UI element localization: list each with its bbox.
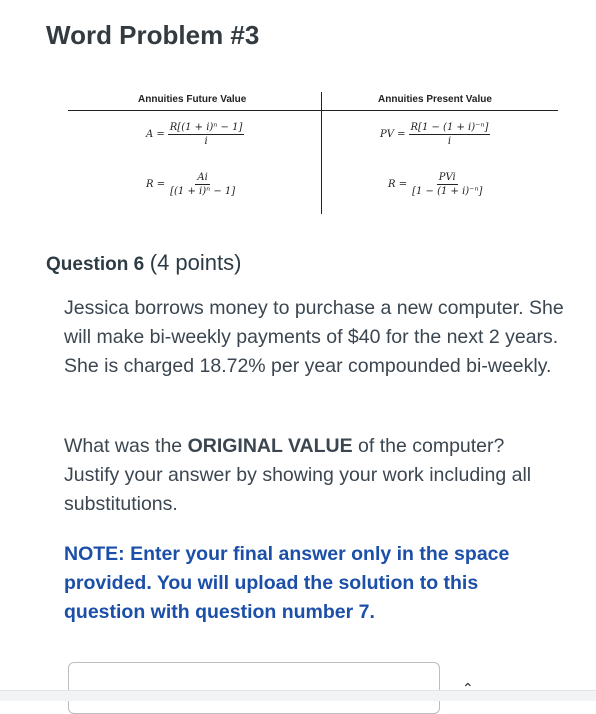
page-title: Word Problem #3 [46,20,260,50]
present-value-formula [380,122,490,147]
future-value-formula [146,122,244,147]
formula-denominator: i [447,136,452,147]
future-value-header: Annuities Future Value [138,94,247,105]
table-divider [68,110,558,111]
annuity-formula-table [68,92,558,214]
formula-numerator: R[(1 + i)ⁿ − 1] [169,122,243,133]
prompt-text: What was the [64,435,188,457]
instruction-note: NOTE: Enter your final answer only in the space provided. You will upload the solution to this question with question number 7. [64,543,510,623]
question-label: Question 6 [46,254,145,275]
formula-denominator: [(1 + i)ⁿ − 1] [170,186,236,197]
formula-lhs: R = [388,179,408,190]
table-column-divider [321,92,322,214]
question-paragraph: Jessica borrows money to purchase a new computer. She will make bi-weekly payments of $40 for the next 2 years. She is charged 18.72% per year compounded bi-weekly. [64,297,564,377]
prompt-text: of the computer? Justify your answer by showing your work including all substitutions. [64,435,532,515]
present-payment-formula [388,172,484,197]
formula-lhs: PV = [380,129,406,140]
future-payment-formula [146,172,237,197]
editor-toolbar-edge [0,690,596,701]
formula-lhs: A = [146,129,165,140]
prompt-emphasis: ORIGINAL VALUE [187,435,353,457]
formula-lhs: R = [146,179,166,190]
formula-denominator: i [204,136,208,147]
formula-numerator: PVi [438,172,456,183]
question-heading [46,250,241,276]
formula-numerator: Ai [197,172,208,183]
question-prompt [64,432,564,519]
chevron-up-icon[interactable]: ⌃ [462,680,474,696]
answer-input[interactable] [68,662,440,714]
formula-denominator: [1 − (1 + i)⁻ⁿ] [412,186,483,197]
present-value-header: Annuities Present Value [378,94,492,105]
question-points: (4 points) [149,250,242,275]
formula-numerator: R[1 − (1 + i)⁻ⁿ] [410,122,489,133]
